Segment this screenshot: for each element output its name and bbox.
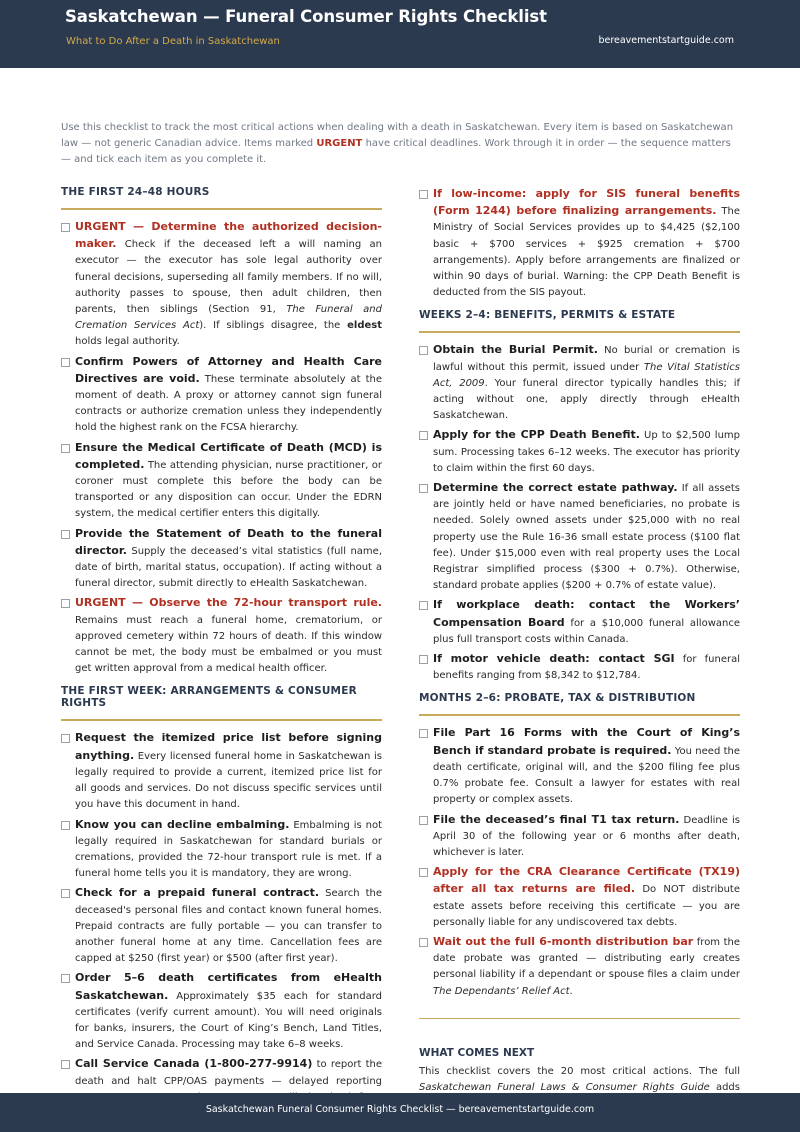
- item-heading: Know you can decline embalming.: [75, 817, 290, 831]
- checkbox-icon[interactable]: [419, 601, 428, 610]
- item-description: Embalming is not legally required in Saskatchewan for standard burials or cremations, provided the 72-hour transport rule is met. If a funeral home tells you it is mandatory, they are wrong.: [75, 819, 382, 880]
- item-heading: Ensure the Medical Certificate of Death (MCD) is completed.: [75, 440, 382, 471]
- item-description: Every licensed funeral home in Saskatchewan is legally required to provide a current, itemized price list for all goods and services. Do not discuss specific services until you have this document in hand.: [75, 750, 382, 811]
- item-heading: File the deceased’s final T1 tax return.: [433, 812, 680, 826]
- checklist-item: [419, 342, 740, 424]
- checkbox-icon[interactable]: [419, 655, 428, 664]
- checkbox-icon[interactable]: [419, 346, 428, 355]
- page-title: Saskatchewan — Funeral Consumer Rights Checklist: [65, 7, 547, 26]
- section-title-first-48-hours: THE FIRST 24–48 HOURS: [61, 186, 210, 198]
- checkbox-icon[interactable]: [61, 1060, 70, 1069]
- checklist-item: [419, 651, 740, 684]
- whats-next-title: WHAT COMES NEXT: [419, 1046, 535, 1059]
- checkbox-icon[interactable]: [419, 938, 428, 947]
- item-heading: Wait out the full 6-month distribution bar: [433, 934, 694, 948]
- checklist-item: [419, 812, 740, 862]
- checklist-item: [419, 427, 740, 477]
- item-description: If all assets are jointly held or have named beneficiaries, no probate is needed. Solely owned assets under $25,000 with no real property use the Rule 16-36 small estate process ($100 flat fee). Under $15,000 even with real property uses the Local Registrar simplified process ($300 + 0.7%). Otherwise, standard probate applies ($200 + 0.7% of estate value).: [433, 483, 740, 592]
- checklist-item: [61, 595, 382, 677]
- checklist-item: [419, 186, 740, 301]
- item-description: No burial or cremation is lawful without this permit, issued under The Vital Statistics Act, 2009. Your funeral director typically handles this; if acting without one, apply directly through eHealth Saskatchewan.: [433, 345, 740, 422]
- checkbox-icon[interactable]: [61, 358, 70, 367]
- checklist-item: [61, 885, 382, 967]
- checklist-item: [419, 725, 740, 808]
- section-divider: [419, 1018, 740, 1019]
- intro-text-end: have critical deadlines. Work through it in order — the sequence matters — and tick each item as you complete it.: [61, 138, 731, 165]
- checkbox-icon[interactable]: [419, 729, 428, 738]
- checkbox-icon[interactable]: [61, 889, 70, 898]
- page-header: [0, 0, 800, 68]
- section-title-weeks-2-4: WEEKS 2–4: BENEFITS, PERMITS & ESTATE: [419, 309, 676, 322]
- item-description: Remains must reach a funeral home, crematorium, or approved cemetery within 72 hours of death. If this window cannot be met, the body must be embalmed or you must get written approval from a medical health officer.: [75, 614, 382, 675]
- checkbox-icon[interactable]: [419, 484, 428, 493]
- checkbox-icon[interactable]: [61, 530, 70, 539]
- checkbox-icon[interactable]: [61, 821, 70, 830]
- whats-next-body: This checklist covers the 20 most critical actions. The full Saskatchewan Funeral Laws & Consumer Rights Guide adds: [419, 1065, 740, 1093]
- checklist-item: [61, 730, 382, 813]
- checkbox-icon[interactable]: [419, 868, 428, 877]
- checkbox-icon[interactable]: [61, 444, 70, 453]
- item-heading: Check for a prepaid funeral contract.: [75, 886, 320, 900]
- item-heading: Determine the correct estate pathway.: [433, 481, 678, 495]
- section-divider: [61, 208, 382, 210]
- checklist-item: [61, 354, 382, 437]
- checkbox-icon[interactable]: [419, 431, 428, 440]
- left-column: [61, 186, 382, 1125]
- section-divider: [419, 714, 740, 716]
- intro-paragraph: [61, 120, 741, 168]
- item-description: to report the death and halt CPP/OAS payments — delayed reporting: [75, 1059, 382, 1087]
- checkbox-icon[interactable]: [61, 599, 70, 608]
- checklist-item: [61, 440, 382, 523]
- item-heading: If motor vehicle death: contact SGI: [433, 652, 675, 666]
- item-heading: Call Service Canada (1-800-277-9914): [75, 1057, 313, 1071]
- page-subtitle: What to Do After a Death in Saskatchewan: [66, 36, 280, 47]
- item-description: Search the deceased's personal files and contact known funeral homes. Prepaid contracts are fully portable — you can transfer to another funeral home at any time. Cancellation fees are capped at $250 (first year) or $500 (after first year).: [75, 888, 382, 965]
- intro-urgent-marker: URGENT: [316, 138, 363, 149]
- checklist-item: [61, 219, 382, 351]
- item-heading: Apply for the CPP Death Benefit.: [433, 428, 640, 442]
- item-heading: Confirm Powers of Attorney and Health Care Directives are void.: [75, 354, 382, 385]
- site-url: bereavementstartguide.com: [598, 35, 734, 46]
- section-divider: [61, 719, 382, 721]
- right-column: [419, 186, 740, 1112]
- checkbox-icon[interactable]: [419, 190, 428, 199]
- checkbox-icon[interactable]: [419, 816, 428, 825]
- item-heading: If workplace death: contact the Workers’ Compensation Board: [433, 598, 740, 629]
- item-description: Deadline is April 30 of the following year or 6 months after death, whichever is later.: [433, 814, 740, 858]
- section-title-months-2-6: MONTHS 2–6: PROBATE, TAX & DISTRIBUTION: [419, 692, 696, 705]
- checkbox-icon[interactable]: [61, 223, 70, 232]
- item-description: Approximately $35 each for standard certificates (verify current amount). You will need originals for banks, insurers, the Court of King’s Bench, Land Titles, and Service Canada. Processing may take 6–8 weeks.: [75, 990, 382, 1051]
- item-description: These terminate absolutely at the moment of death. A proxy or attorney cannot sign funeral contracts or authorize cremation unless they independently hold the highest rank on the FCSA hierarchy.: [75, 373, 382, 434]
- checklist-item: [419, 597, 740, 648]
- item-heading: Order 5–6 death certificates from eHealth Saskatchewan.: [75, 971, 382, 1002]
- item-heading: Apply for the CRA Clearance Certificate (TX19) after all tax returns are filed.: [433, 865, 740, 896]
- item-description: Check if the deceased left a will naming an executor — the executor has sole legal authority over funeral decisions, superseding all family members. If no will, authority passes to spouse, then adult children, then parents, then siblings (Section 91, The Funeral and Cremation Services Act). If siblings disagree, the eldest holds legal authority.: [75, 239, 382, 348]
- item-description: Do NOT distribute estate assets before receiving this certificate — you are personally liable for any undiscovered tax debts.: [433, 884, 740, 928]
- item-description: You need the death certificate, original will, and the $200 filing fee plus 0.7% probate fee. Consult a lawyer for estates with real property or complex assets.: [433, 745, 740, 806]
- footer-text: Saskatchewan Funeral Consumer Rights Checklist — bereavementstartguide.com: [205, 1104, 595, 1115]
- item-description: Supply the deceased’s vital statistics (full name, date of birth, marital status, occupation). If acting without a funeral director, submit directly to eHealth Saskatchewan.: [75, 545, 382, 590]
- checkbox-icon[interactable]: [61, 734, 70, 743]
- item-heading: Provide the Statement of Death to the funeral director.: [75, 526, 382, 557]
- item-description: The Ministry of Social Services provides up to $4,425 ($2,100 basic + $700 services + $925 cremation + $700 arrangements). Apply before arrangements are finalized or within 90 days of burial. Warning: the CPP Death Benefit is deducted from the SIS payout.: [433, 206, 740, 299]
- item-description: Up to $2,500 lump sum. Processing takes 6–12 weeks. The executor has priority to claim within the first 60 days.: [433, 430, 740, 474]
- checklist-item: [61, 970, 382, 1053]
- item-heading: URGENT — Determine the authorized decision-maker.: [75, 220, 382, 251]
- item-description: from the date probate was granted — distributing early creates personal liability if a dependant or spouse files a claim under The Dependants’ Relief Act.: [433, 936, 740, 997]
- page-footer: [0, 1093, 800, 1132]
- section-divider: [419, 331, 740, 333]
- checklist-item: [61, 817, 382, 883]
- checklist-item: [419, 934, 740, 1000]
- item-heading: File Part 16 Forms with the Court of King’s Bench if standard probate is required.: [433, 726, 740, 757]
- intro-text-start: Use this checklist to track the most critical actions when dealing with a death in Saskatchewan. Every item is based on Saskatchewan law — not generic Canadian advice. Items marked: [61, 122, 734, 149]
- item-heading: Obtain the Burial Permit.: [433, 343, 598, 357]
- item-description: The attending physician, nurse practitioner, or coroner must complete this before the body can be transported or any disposition can occur. Under the EDRN system, the medical certifier enters this digitally.: [75, 459, 382, 520]
- checklist-item: [419, 480, 740, 594]
- item-heading: If low-income: apply for SIS funeral benefits (Form 1244) before finalizing arrangements.: [433, 187, 740, 218]
- checkbox-icon[interactable]: [61, 974, 70, 983]
- section-title-first-week: THE FIRST WEEK: ARRANGEMENTS & CONSUMER RIGHTS: [61, 685, 357, 710]
- checklist-item: [61, 526, 382, 593]
- checklist-item: [419, 864, 740, 931]
- item-heading: Request the itemized price list before signing anything.: [75, 731, 382, 762]
- item-description: for a $10,000 funeral allowance plus full transport costs within Canada.: [433, 617, 740, 645]
- item-heading: URGENT — Observe the 72-hour transport rule.: [75, 596, 382, 610]
- item-description: for funeral benefits ranging from $8,342 to $12,784.: [433, 654, 741, 682]
